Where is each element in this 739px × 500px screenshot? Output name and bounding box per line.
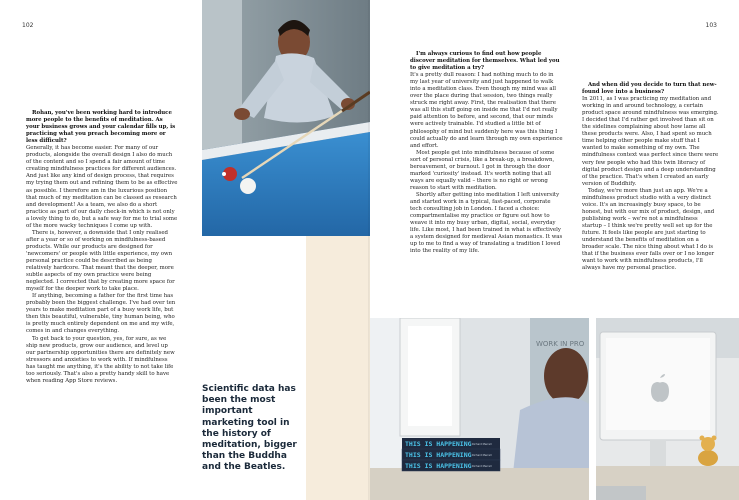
cream-block: [306, 236, 370, 500]
desk-books-illustration: [370, 318, 589, 500]
middle-article-column: [410, 51, 563, 255]
book-author: Richard Merrell: [472, 454, 492, 457]
right-article-column: [582, 82, 719, 272]
book-author: Richard Merrell: [472, 443, 492, 446]
book-title: THIS IS HAPPENING: [405, 462, 472, 470]
answer-paragraph: Generally, it has become easier. For many of our products, alongside the overall design I also do much of the content and so I spend a fair amount of time creating mindfulness practices for different audiences. And just like any kind of design process, that requires my trying them out and refining them to be as effective as possible. I therefore am in the luxurious position that much of my meditation can be classed as research and development! As a team, we also do a short practice as part of our daily check-in which is not only a lovely thing to do, but a safe way for me to trial some of the more wacky techniques I come up with.: [26, 145, 178, 229]
page-number-left: 102: [22, 22, 34, 29]
pull-quote: Scientific data has been the most important marketing tool in the history of meditation, bigger than the Buddha and the Beatles.: [202, 384, 297, 473]
page-number-right: 103: [705, 22, 717, 29]
billiards-illustration: [202, 0, 370, 236]
book-stack: [402, 438, 500, 471]
answer-paragraph: To get back to your question, yes, for sure, as we ship new products, grow our audience, and level up our partnership opportunities there are definitely new stressors and anxieties to work with. If mindfulness has taught me anything, it's the ability to not take life too seriously. That's also a pretty handy skill to have when reading App Store reviews.: [26, 335, 175, 384]
answer-paragraph: There is, however, a downside that I only realised after a year or so of working on mindfulness-based products. While our products are designed for 'newcomers' or people with little experience, my own personal practice could be described as being relatively hardcore. That meant that the deeper, more subtle aspects of my own practice were being neglected. I corrected that by creating more space for myself for the deeper work to take place.: [26, 229, 175, 293]
desk-photo-monitor: [596, 318, 739, 500]
book-title: THIS IS HAPPENING: [405, 440, 472, 448]
sign-text: WORK IN PRO: [536, 340, 585, 348]
billiards-photo: [202, 0, 370, 236]
answer-paragraph: It's a pretty dull reason: I had nothing much to do in my last year of university and just happened to walk into a meditation class. Even though my mind was all over the place during that session, two things really struck me right away. First, the realisation that there was all this stuff going on inside me that I'd not really paid attention to before, and second, that our minds were actively trainable. I'd studied a little bit of philosophy of mind but suddenly here was this thing I could actually do and learn through my own experience and effort.: [410, 72, 563, 149]
desk-monitor-illustration: [596, 318, 739, 500]
interview-question: Rohan, you've been working hard to introduce more people to the benefits of meditation. As your business grows and your calendar fills up, is practicing what you preach becoming more or less difficult?: [26, 110, 176, 145]
desk-photo-books: [370, 318, 589, 500]
answer-paragraph: Shortly after getting into meditation I left university and started work in a typical, fast-paced, corporate tech consulting job in London. I faced a choice: compartmentalise my practice or figure out how to weave it into my busy urban, digital, social, everyday life. Like most, I had been trained in what is effectively a system designed for medieval Asian monastics. It was up to me to find a way of translating a tradition I loved into the reality of my life.: [410, 191, 563, 255]
book-author: Richard Merrell: [472, 465, 492, 468]
interview-question: I'm always curious to find out how people discover meditation for themselves. What led you to give meditation a try?: [410, 51, 560, 72]
interview-question: And when did you decide to turn that new-found love into a business?: [582, 82, 717, 96]
answer-paragraph: Today, we're more than just an app. We're a mindfulness product studio with a very distinct voice. It's an increasingly busy space, to be honest, but with our mix of product, design, and publishing work – we're not a mindfulness startup – I think we're pretty well set up for the future. It feels like people are just starting to understand the benefits of meditation on a broader scale. The nice thing about what I do is that if the business ever falls over or I no longer want to work with mindfulness products, I'll always have my personal practice.: [582, 187, 715, 272]
book-title: THIS IS HAPPENING: [405, 451, 472, 459]
answer-paragraph: Most people get into mindfulness because of some sort of personal crisis, like a break-up, a breakdown, bereavement, or burnout. I got in through the door marked 'curiosity' instead. It's worth noting that all ways are equally valid – there is no right or wrong reason to start with meditation.: [410, 149, 555, 191]
answer-paragraph: If anything, becoming a father for the first time has probably been the biggest challenge. I've had over ten years to make meditation part of a busy work life, but then this beautiful, vulnerable, tiny human being, who is pretty much entirely dependent on me and my wife, comes in and changes everything.: [26, 293, 176, 335]
left-article-column: [26, 110, 178, 385]
answer-paragraph: In 2011, as I was practicing my meditation and working in and around technology, a certain product space around mindfulness was emerging. I decided that I'd rather get involved than sit on the sidelines complaining about how lame all these products were. Also, I had spent so much time helping other people make stuff that I wanted to make something of my own. The mindfulness context was perfect since there were very few people who had this twin literacy of digital product design and a deep understanding of the practice. That's when I created an early version of Buddhify.: [582, 96, 719, 187]
